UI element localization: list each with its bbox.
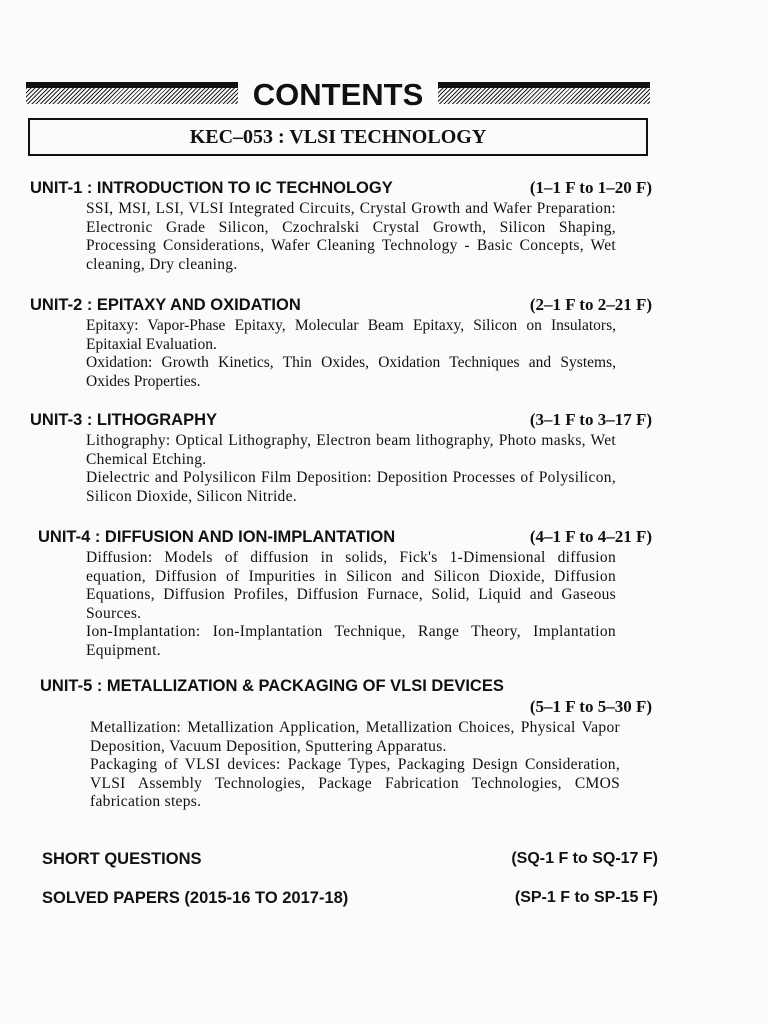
unit-paragraph: SSI, MSI, LSI, VLSI Integrated Circuits, Crystal Growth and Wafer Preparation: Electronic Grade Silicon, Czochralski Crystal Growth, Silicon Shaping, Processing Considerations, Wafer Cleaning Technology - Basic Concepts, Wet cleaning, Dry cleaning. (86, 200, 616, 273)
unit-heading (30, 527, 654, 547)
unit-paragraph: Oxidation: Growth Kinetics, Thin Oxides, Oxidation Techniques and Systems, Oxides Properties. (86, 354, 616, 390)
unit-heading (30, 178, 654, 198)
unit-page-range: (2–1 F to 2–21 F) (529, 295, 652, 314)
unit-paragraph: Dielectric and Polysilicon Film Deposition: Deposition Processes of Polysilicon, Silicon Dioxide, Silicon Nitride. (86, 469, 616, 505)
unit-title: UNIT-3 : LITHOGRAPHY (30, 411, 218, 429)
unit-heading (30, 410, 654, 430)
unit-paragraph: Metallization: Metallization Application, Metallization Choices, Physical Vapor Deposition, Vacuum Deposition, Sputtering Apparatus. (90, 719, 620, 755)
unit-paragraph: Lithography: Optical Lithography, Electron beam lithography, Photo masks, Wet Chemical Etching. (86, 432, 616, 468)
unit-paragraph: Diffusion: Models of diffusion in solids, Fick's 1-Dimensional diffusion equation, Diffusion of Impurities in Silicon and Silicon Dioxide, Diffusion Equations, Diffusion Profiles, Diffusion Furnace, Solid, Liquid and Gaseous Sources. (86, 549, 616, 622)
unit-page-range: (1–1 F to 1–20 F) (529, 178, 652, 197)
unit-paragraph: Packaging of VLSI devices: Package Types, Packaging Design Consideration, VLSI Assembly Technologies, Package Fabrication Technologies, CMOS fabrication steps. (90, 756, 620, 810)
solved-papers-row (42, 889, 658, 908)
unit-page-range: (4–1 F to 4–21 F) (529, 527, 652, 546)
header-hatch-right (438, 82, 650, 104)
unit-5 (30, 677, 654, 812)
unit-4 (30, 527, 654, 660)
unit-paragraph: Ion-Implantation: Ion-Implantation Technique, Range Theory, Implantation Equipment. (86, 623, 616, 659)
header-hatch-left (26, 82, 238, 104)
short-questions-label: SHORT QUESTIONS (42, 850, 202, 868)
unit-1 (30, 178, 654, 274)
unit-description (86, 432, 616, 506)
unit-paragraph: Epitaxy: Vapor-Phase Epitaxy, Molecular Beam Epitaxy, Silicon on Insulators, Epitaxial Evaluation. (86, 317, 616, 353)
unit-title: UNIT-2 : EPITAXY AND OXIDATION (30, 296, 301, 314)
contents-title: CONTENTS (252, 77, 424, 112)
unit-title: UNIT-1 : INTRODUCTION TO IC TECHNOLOGY (30, 179, 393, 197)
unit-page-range: (5–1 F to 5–30 F) (529, 697, 652, 716)
unit-description (90, 719, 620, 812)
solved-papers-label: SOLVED PAPERS (2015-16 TO 2017-18) (42, 889, 349, 907)
unit-page-range: (3–1 F to 3–17 F) (529, 410, 652, 429)
subject-box (28, 118, 648, 156)
unit-title: UNIT-5 : METALLIZATION & PACKAGING OF VLSI DEVICES (40, 677, 504, 695)
subject-title: KEC–053 : VLSI TECHNOLOGY (189, 125, 487, 148)
short-questions-row (42, 850, 658, 869)
unit-description (86, 549, 616, 660)
unit-3 (30, 410, 654, 506)
solved-papers-range: (SP-1 F to SP-15 F) (514, 889, 658, 906)
unit-title: UNIT-4 : DIFFUSION AND ION-IMPLANTATION (38, 528, 396, 546)
unit-heading (30, 295, 654, 315)
unit-description (86, 317, 616, 391)
unit-heading (30, 677, 654, 696)
unit-2 (30, 295, 654, 391)
contents-header (26, 78, 650, 112)
short-questions-range: (SQ-1 F to SQ-17 F) (511, 850, 658, 867)
unit-description (86, 200, 616, 274)
